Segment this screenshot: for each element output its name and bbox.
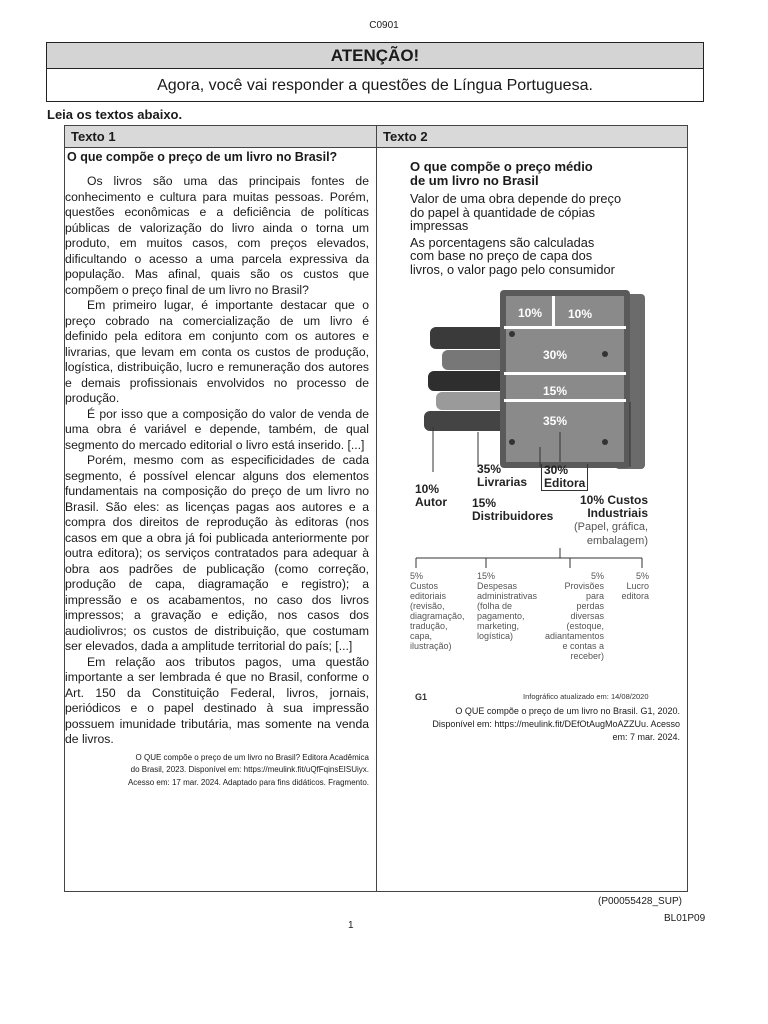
breakdown-item: 5% Lucro editora	[621, 571, 649, 601]
label-autor: 10% Autor	[415, 482, 447, 509]
infographic-heading	[410, 160, 670, 276]
text1-paragraph: Em relação aos tributos pagos, uma questão importante a ser lembrada é que no Brasil, conforme o Art. 150 da Constituição Federal, livros, jornais, periódicos e o papel destinado à sua impressão possuem imunidade tributária, mas somente na venda de livros.	[65, 654, 369, 746]
reading-instruction: Leia os textos abaixo.	[47, 107, 183, 122]
infographic-title: O que compõe o preço médio de um livro no Brasil	[410, 159, 593, 188]
book-pct-label: 15%	[543, 384, 568, 398]
text1-paragraph: Porém, mesmo com as especificidades de cada segmento, é possível elencar alguns dos elementos fundamentais na composição do preço de um livro no Brasil. São eles: as licenças pagas aos autores e a compra dos direitos de reprodução às editoras (nos casos em que a obra já foi publicada anteriormente por outra editora); os serviços contratados para adequar à obra aos padrões de publicação (como correção, produção de capa, diagramação e registro); a impressão e os acabamentos, no caso dos livros impressos; a gravação e edição, nos casos dos audiolivros; os custos de distribuição, que costumam ser elevados, dada a amplitude territorial do país; [...]	[65, 453, 369, 653]
breakdown-item: 5% Provisões para perdas diversas (estoque, adiantamentos e contas a receber)	[544, 571, 604, 661]
breakdown-bracket	[410, 548, 650, 570]
attention-banner	[46, 42, 704, 102]
text1-paragraph: Os livros são uma das principais fontes de conhecimento e cultura para muitas pessoas. Porém, questões econômicas e a deficiência de políticas públicas de valorização do livro ainda o torna um produto, em muitos casos, com preços elevados, dificultando o acesso a uma parcela expressiva da população. Mas afinal, quais são os custos que compõem o preço final de um livro no Brasil?	[65, 174, 369, 297]
label-custos-industriais: 10% Custos Industriais (Papel, gráfica, embalagem)	[574, 493, 648, 547]
book-pct-label: 10%	[568, 307, 593, 321]
breakdown-item: 15% Despesas administrativas (folha de pagamento, marketing, logística)	[477, 571, 538, 641]
breakdown-item: 5% Custos editoriais (revisão, diagramação, tradução, capa, ilustração)	[410, 571, 465, 651]
text1-source: O QUE compõe o preço de um livro no Brasil? Editora Acadêmica do Brasil, 2023. Disponível em: https://meulink.fit/uQfFqinsEISUiyx. Acesso em: 17 mar. 2024. Adaptado para fins didáticos. Fragmento.	[127, 752, 369, 787]
g1-logo: G1	[415, 692, 428, 702]
page-number: 1	[348, 920, 354, 931]
text1-body	[65, 150, 369, 789]
banner-title: ATENÇÃO!	[47, 43, 703, 69]
book-pct-label: 30%	[543, 348, 568, 362]
column-divider	[376, 125, 377, 892]
text2-source: O QUE compõe o preço de um livro no Brasil. G1, 2020. Disponível em: https://meulink.fit/DEfOtAugMoAZZUu. Acesso em: 7 mar. 2024.	[432, 706, 680, 742]
text1-title: O que compõe o preço de um livro no Brasil?	[67, 150, 338, 164]
book-pct-label: 10%	[518, 306, 543, 320]
booklet-code: BL01P09	[664, 913, 706, 924]
text1-header: Texto 1	[65, 126, 376, 148]
infographic-subtitle: Valor de uma obra depende do preço do papel à quantidade de cópias impressas	[410, 191, 622, 233]
label-editora: 30% Editora	[541, 464, 588, 491]
item-code: (P00055428_SUP)	[598, 896, 682, 907]
text2-header: Texto 2	[377, 126, 687, 148]
page-code-top: C0901	[369, 20, 399, 31]
book-pct-label: 35%	[543, 414, 568, 428]
text1-paragraph: Em primeiro lugar, é importante destacar que o preço cobrado na comercialização de um livro é definido pela editora em conjunto com os autores e livrarias, que levam em conta os custos de produção, logística, distribuição, lucro e remuneração dos autores e demais profissionais envolvidos no processo de produção.	[65, 298, 369, 405]
text1-paragraph: É por isso que a composição do valor de venda de uma obra é variável e depende, também, de qual segmento do mercado editorial o livro está inserido. [...]	[65, 406, 369, 452]
infographic-note: As porcentagens são calculadas com base no preço de capa dos livros, o valor pago pelo consumidor	[410, 234, 615, 277]
label-livrarias: 35% Livrarias	[477, 462, 528, 489]
book-illustration	[400, 282, 680, 472]
banner-subtitle: Agora, você vai responder a questões de Língua Portuguesa.	[157, 77, 593, 94]
label-distribuidores: 15% Distribuidores	[472, 496, 554, 523]
infographic-updated: Infográfico atualizado em: 14/08/2020	[523, 692, 649, 701]
